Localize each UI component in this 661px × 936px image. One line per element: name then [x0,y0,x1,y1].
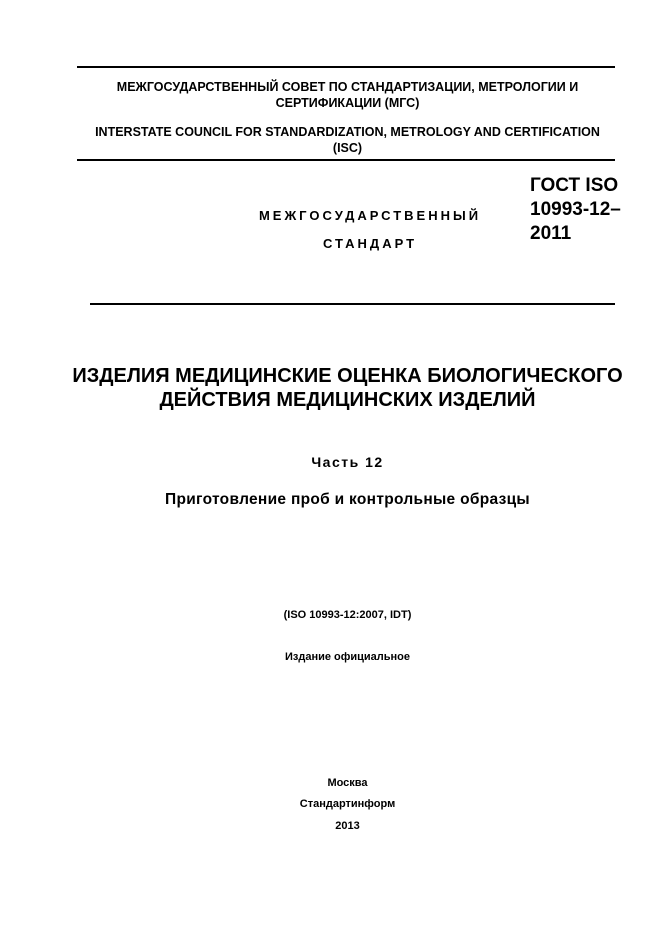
edition-label: Издание официальное [284,651,411,663]
standard-type-line1: МЕЖГОСУДАРСТВЕННЫЙ [258,208,482,223]
top-rule [77,66,615,68]
part-number: Часть 12 [311,454,384,470]
document-title: ИЗДЕЛИЯ МЕДИЦИНСКИЕ ОЦЕНКА БИОЛОГИЧЕСКОГО ДЕЙСТВИЯ МЕДИЦИНСКИХ ИЗДЕЛИЙ [72,365,623,411]
publisher-name: Стандартинформ [299,798,396,810]
council-name-en: INTERSTATE COUNCIL FOR STANDARDIZATION, METROLOGY AND CERTIFICATION (ISC) [95,125,600,155]
standard-number: ГОСТ ISO 10993-12–2011 [530,175,621,244]
publication-year: 2013 [335,820,360,832]
publication-city: Москва [327,777,368,789]
middle-rule [90,303,615,305]
document-subtitle: Приготовление проб и контрольные образцы [165,491,530,508]
header-rule [77,159,615,161]
iso-reference: (ISO 10993-12:2007, IDT) [283,609,412,621]
standard-type-line2: СТАНДАРТ [322,236,418,251]
council-name-ru: МЕЖГОСУДАРСТВЕННЫЙ СОВЕТ ПО СТАНДАРТИЗАЦИИ, МЕТРОЛОГИИ И СЕРТИФИКАЦИИ (МГС) [116,80,579,110]
